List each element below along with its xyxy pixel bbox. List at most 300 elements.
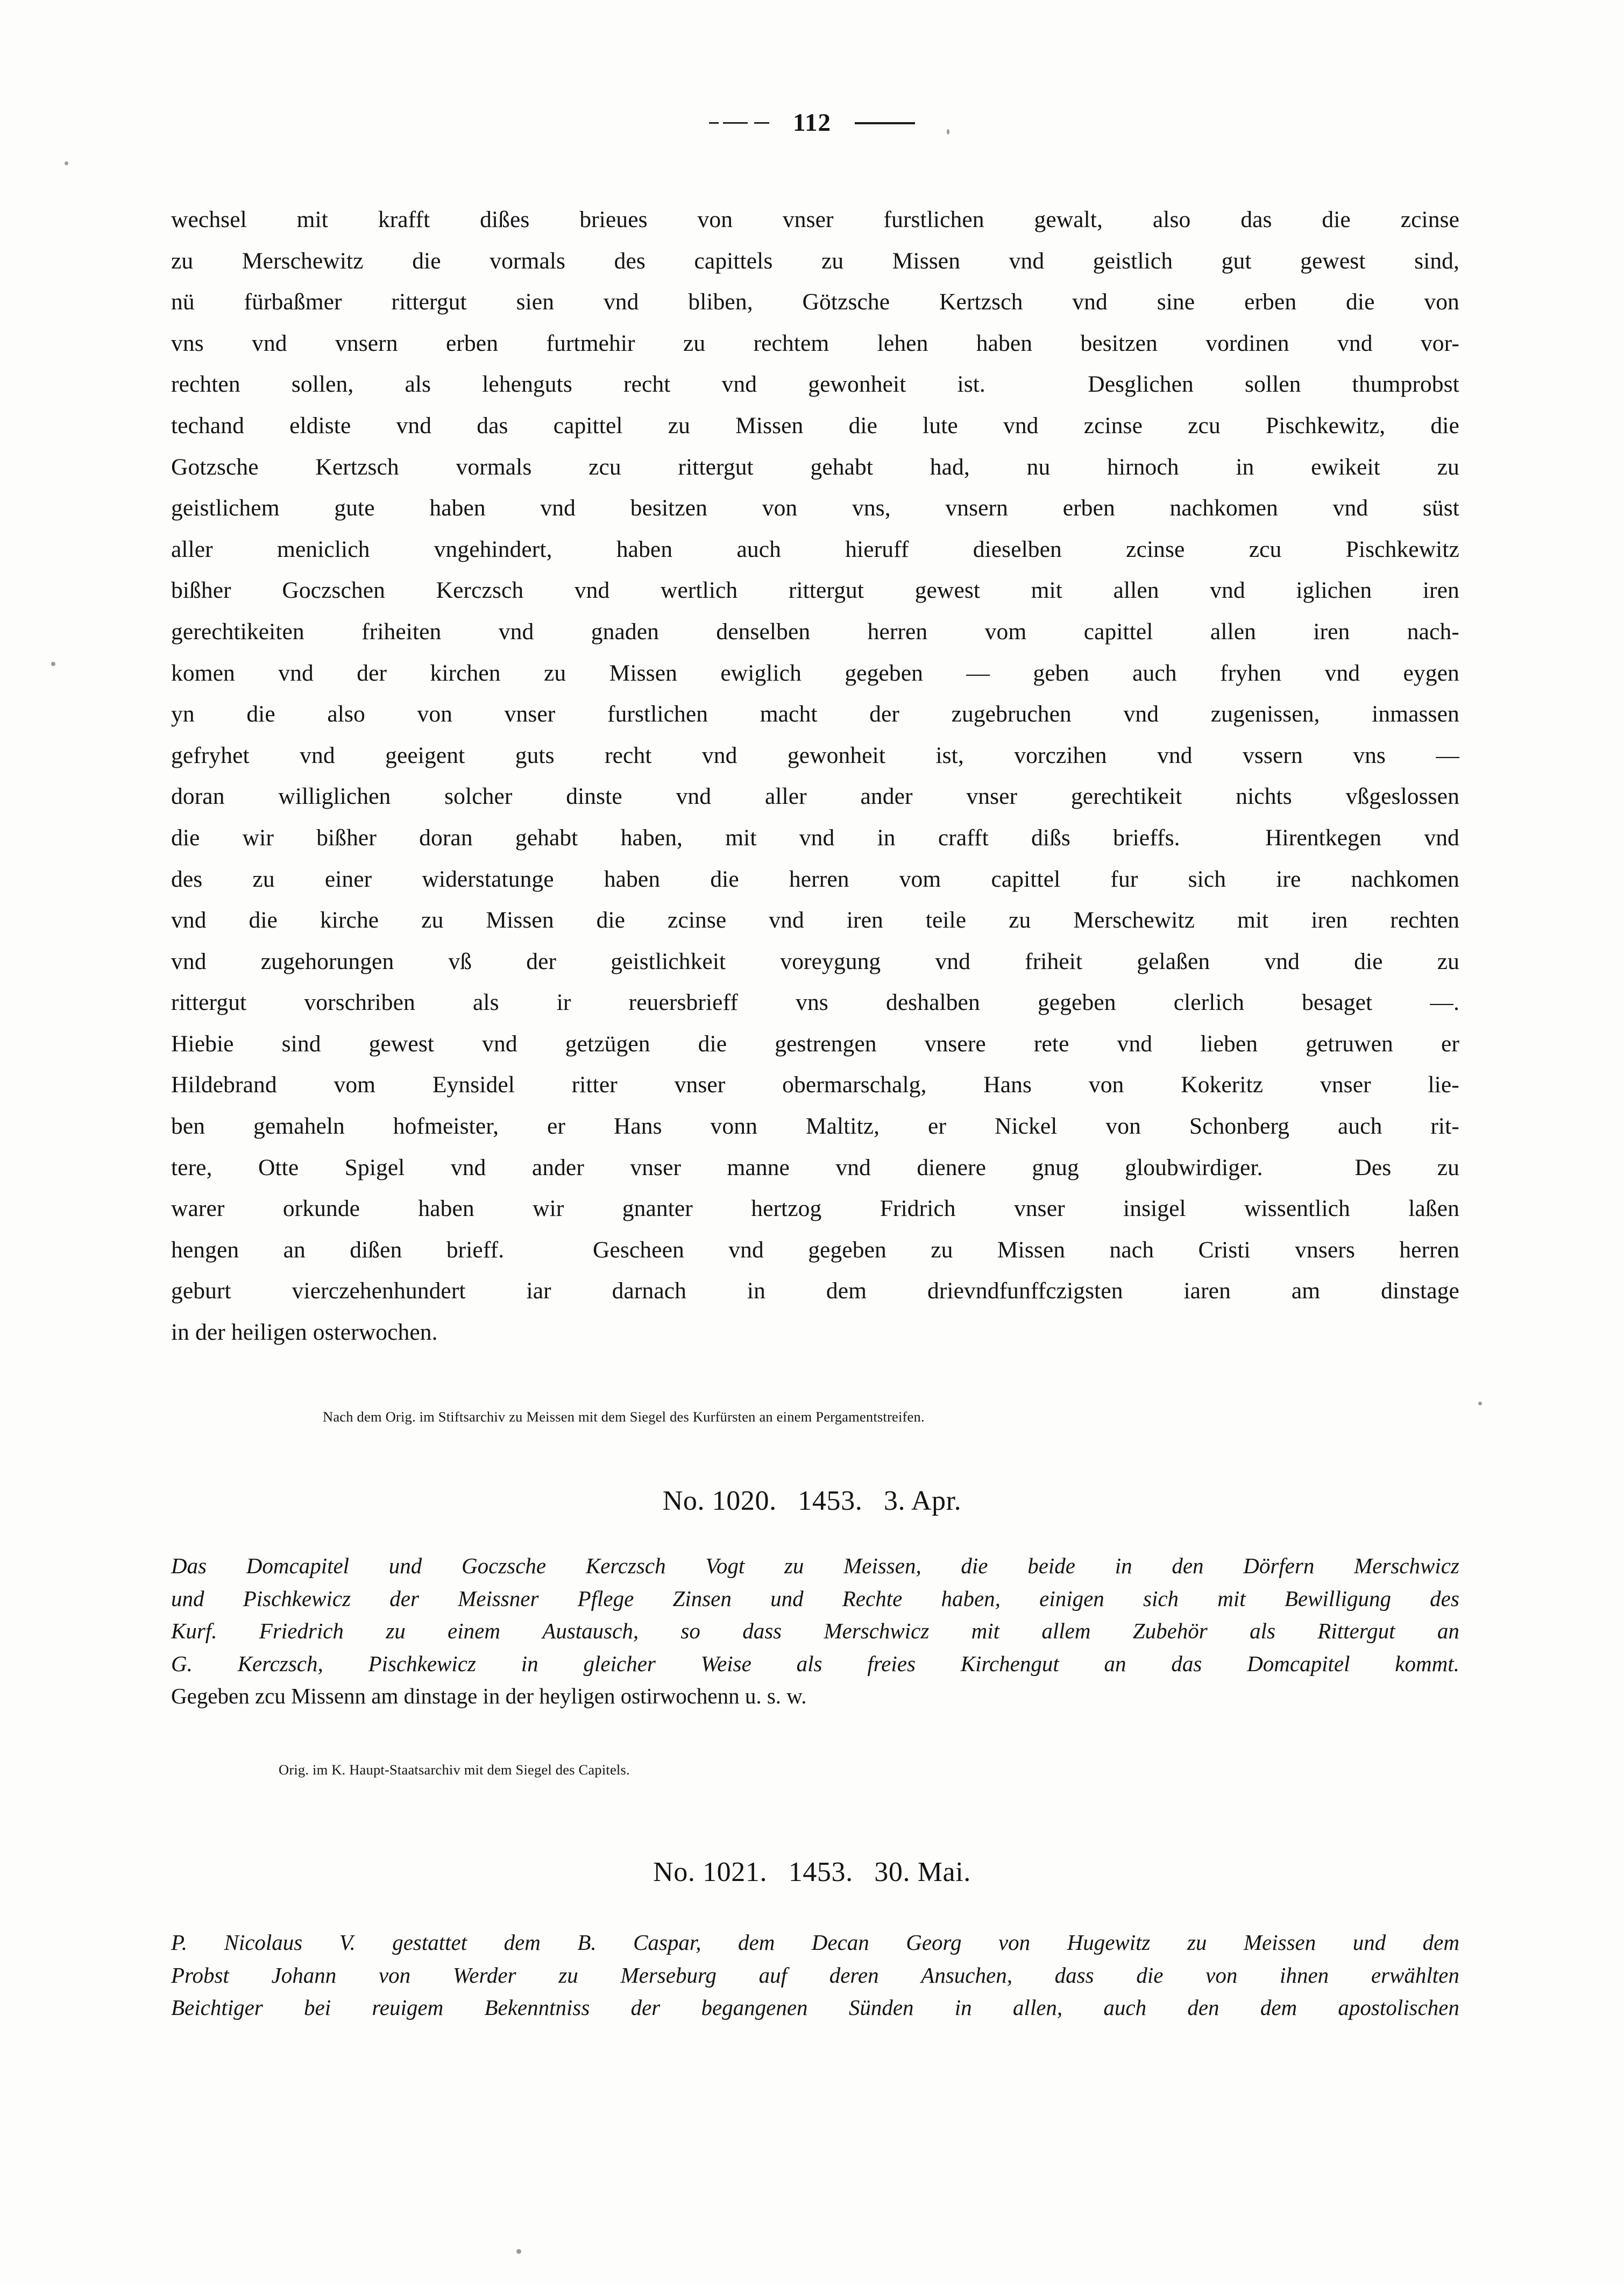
word: zcu <box>1249 536 1282 562</box>
word: einer <box>324 866 372 892</box>
word: zu <box>558 1962 578 1988</box>
word: —. <box>1430 989 1459 1016</box>
word: erben <box>1244 289 1297 315</box>
word: capittel <box>1083 618 1153 645</box>
word: dem <box>1422 1930 1459 1955</box>
page-number: 112 <box>793 109 831 137</box>
word: und <box>1352 1930 1386 1955</box>
word: die <box>1346 289 1375 315</box>
word: die <box>1430 412 1459 439</box>
word: das <box>1240 207 1272 232</box>
word: gegeben <box>808 1236 887 1263</box>
word: von <box>998 1930 1031 1955</box>
word: vnd <box>171 907 207 934</box>
word: dieselben <box>973 536 1062 562</box>
word: Merschewitz <box>242 248 364 274</box>
word: hirnoch <box>1107 454 1179 480</box>
word: vnd <box>278 660 314 686</box>
word: zugenissen, <box>1210 701 1320 727</box>
running-head <box>0 110 1624 136</box>
word: friheit <box>1025 948 1083 974</box>
word: — <box>1436 742 1459 768</box>
charter-text-block <box>171 199 1459 1353</box>
word: einem <box>448 1618 500 1643</box>
entry-year: 1453. <box>798 1486 863 1516</box>
word: Hirentkegen <box>1265 824 1382 851</box>
word: brieues <box>579 207 648 232</box>
word: des <box>171 866 203 892</box>
word: thumprobst <box>1352 371 1459 398</box>
word: wertlich <box>660 577 738 604</box>
word: wissentlich <box>1244 1196 1350 1222</box>
word: Fridrich <box>880 1196 956 1222</box>
source-note-previous-entry: Nach dem Orig. im Stiftsarchiv zu Meissen mit dem Siegel des Kurfürsten an einem Pergamentstreifen. <box>323 1409 925 1425</box>
word: warer <box>171 1196 225 1222</box>
word: vnser <box>782 207 834 232</box>
word: Pflege <box>577 1586 634 1611</box>
charter-line <box>171 776 1459 817</box>
word: nu <box>1026 454 1051 480</box>
word: vnd <box>835 1154 871 1180</box>
word: zu <box>1009 907 1031 934</box>
word: gemaheln <box>253 1113 345 1140</box>
word: in <box>521 1651 538 1676</box>
word: an <box>283 1236 306 1263</box>
regest-line <box>171 1582 1459 1615</box>
word: vnd <box>574 577 610 604</box>
word: vom <box>984 618 1027 645</box>
word: hertzog <box>751 1196 822 1222</box>
word: vnd <box>1009 248 1045 274</box>
word: komen <box>171 660 235 686</box>
word: vom <box>899 866 941 892</box>
word: vnser <box>966 783 1018 810</box>
word: guts <box>515 742 555 768</box>
source-note-1020: Orig. im K. Haupt-Staatsarchiv mit dem Siegel des Capitels. <box>279 1762 630 1778</box>
word: als <box>405 371 431 398</box>
word: nach <box>1109 1236 1154 1263</box>
word: haben, <box>620 824 683 851</box>
charter-line <box>171 487 1459 529</box>
word: so <box>680 1618 700 1643</box>
entry-number: No. 1020. <box>662 1486 777 1516</box>
word: an <box>1104 1651 1126 1676</box>
word: clerlich <box>1173 989 1244 1016</box>
word: vnsern <box>335 330 398 356</box>
word: Missen <box>997 1236 1066 1263</box>
word: Probst <box>171 1962 229 1988</box>
word: bißher <box>316 824 377 851</box>
word: dißes <box>480 207 530 232</box>
word: das <box>1171 1651 1202 1676</box>
charter-line <box>171 1270 1459 1312</box>
word: nichts <box>1236 783 1292 810</box>
word: zugehorungen <box>260 948 394 974</box>
word: ander <box>860 783 913 810</box>
word: vnd <box>701 742 737 768</box>
word: Rechte <box>842 1586 903 1611</box>
word: der <box>630 1995 661 2020</box>
regest-block-1021 <box>171 1926 1459 2024</box>
word: gute <box>334 495 375 521</box>
word: Spigel <box>344 1154 405 1180</box>
word: Sünden <box>848 1995 914 2020</box>
word: vnd <box>540 495 576 521</box>
word: Gescheen <box>592 1236 684 1263</box>
word: Schonberg <box>1189 1113 1290 1140</box>
word: zcinse <box>668 907 727 934</box>
word: gefryhet <box>171 742 250 768</box>
regest-line <box>171 1926 1459 1959</box>
scan-speck <box>1478 1402 1482 1405</box>
word: also <box>327 701 365 727</box>
word: vnser <box>674 1072 726 1098</box>
word: Kerczsch, <box>237 1651 323 1676</box>
word: apostolischen <box>1338 1995 1459 2020</box>
word: lieben <box>1200 1030 1258 1057</box>
word: von <box>697 207 733 232</box>
word: zu <box>252 866 275 892</box>
regest-line <box>171 1991 1459 2024</box>
word: Georg <box>906 1930 962 1955</box>
word: furstlichen <box>883 207 984 232</box>
word: zu <box>1187 1930 1207 1955</box>
word: haben <box>976 330 1033 356</box>
word: kommt. <box>1395 1651 1459 1676</box>
word: die <box>698 1030 727 1057</box>
word: brieffs. <box>1113 824 1180 851</box>
word: Austausch, <box>542 1618 639 1643</box>
word: aller <box>171 536 213 562</box>
word: gewest <box>368 1030 435 1057</box>
word: zcinse <box>1083 412 1143 439</box>
word: Nicolaus <box>224 1930 303 1955</box>
word: Merschewitz <box>1073 907 1195 934</box>
word: zu <box>1437 1154 1459 1180</box>
charter-line <box>171 653 1459 694</box>
word: zcu <box>1188 412 1221 439</box>
word: Rittergut <box>1317 1618 1395 1643</box>
word: gestattet <box>392 1930 467 1955</box>
word: fryhen <box>1220 660 1282 686</box>
word: gehabt <box>810 454 874 480</box>
word: tere, <box>171 1154 212 1180</box>
word: ander <box>531 1154 584 1180</box>
word: gewalt, <box>1034 207 1103 232</box>
word: techand <box>171 412 244 439</box>
word: Pischkewicz <box>243 1586 351 1611</box>
word: zu <box>668 412 690 439</box>
word: macht <box>760 701 818 727</box>
word: eldiste <box>289 412 351 439</box>
word: lie- <box>1428 1072 1459 1098</box>
word: wechsel <box>171 207 247 232</box>
word: vnd <box>1337 330 1373 356</box>
entry-year: 1453. <box>788 1857 853 1887</box>
scan-speck <box>65 161 68 165</box>
scan-speck <box>516 2249 521 2254</box>
word: doran <box>171 783 225 810</box>
word: als <box>472 989 499 1016</box>
word: drievndfunffczigsten <box>927 1278 1123 1304</box>
word: vnd <box>1264 948 1300 974</box>
word: recht <box>605 742 652 768</box>
word: die <box>710 866 739 892</box>
word: Werder <box>452 1962 516 1988</box>
regest-line <box>171 1550 1459 1582</box>
word: zu <box>784 1553 804 1578</box>
word: Götzsche <box>802 289 890 315</box>
word: Bewilligung <box>1284 1586 1391 1611</box>
word: vnd <box>1424 824 1459 851</box>
word: Maltitz, <box>805 1113 880 1140</box>
word: die <box>412 248 441 274</box>
word: das <box>477 412 508 439</box>
word: in <box>1236 454 1254 480</box>
word: von <box>1088 1072 1124 1098</box>
word: gut <box>1221 248 1252 274</box>
word: Das <box>171 1553 207 1578</box>
word: auch <box>1337 1113 1382 1140</box>
word: ihnen <box>1280 1962 1329 1988</box>
word: Missen <box>735 412 804 439</box>
word: den <box>1187 1995 1219 2020</box>
word: Zubehör <box>1132 1618 1208 1643</box>
word: Cristi <box>1198 1236 1251 1263</box>
word: Hans <box>983 1072 1032 1098</box>
word: ewiglich <box>720 660 802 686</box>
word: einigen <box>1039 1586 1104 1611</box>
word: darnach <box>612 1278 686 1304</box>
word: vnd <box>396 412 432 439</box>
word: Missen <box>892 248 961 274</box>
word: sind <box>281 1030 321 1057</box>
word: P. <box>171 1930 188 1955</box>
entry-heading-1021 <box>0 1856 1624 1888</box>
word: dinstage <box>1381 1278 1459 1304</box>
word: Domcapitel <box>1247 1651 1350 1676</box>
word: Desglichen <box>1088 371 1194 398</box>
charter-line <box>171 1188 1459 1229</box>
word: die <box>596 907 626 934</box>
word: die <box>848 412 878 439</box>
word: auf <box>758 1962 788 1988</box>
word: herren <box>867 618 928 645</box>
word: erben <box>1062 495 1115 521</box>
word: vnd <box>1072 289 1108 315</box>
word: gewest <box>914 577 981 604</box>
word: iren <box>1311 907 1348 934</box>
word: sind, <box>1414 248 1459 274</box>
word: vns <box>1353 742 1386 768</box>
word: capittel <box>991 866 1061 892</box>
word: vnd <box>1332 495 1368 521</box>
charter-line <box>171 323 1459 364</box>
word: vorczihen <box>1014 742 1107 768</box>
word: gleicher <box>583 1651 656 1676</box>
word: dem <box>1260 1995 1297 2020</box>
word: had, <box>930 454 970 480</box>
word: mit <box>1237 907 1269 934</box>
word: Kerczsch <box>585 1553 666 1578</box>
word: des <box>1430 1586 1459 1611</box>
word: in <box>877 824 896 851</box>
word: Dörfern <box>1243 1553 1315 1578</box>
word: vnsers <box>1295 1236 1355 1263</box>
word: sien <box>516 289 555 315</box>
word: sollen, <box>291 371 354 398</box>
entry-date: 30. Mai. <box>874 1857 971 1887</box>
word: denselben <box>716 618 811 645</box>
word: brieff. <box>446 1236 505 1263</box>
word: Johann <box>271 1962 337 1988</box>
word: Kerczsch <box>436 577 524 604</box>
word: Eynsidel <box>432 1072 515 1098</box>
word: vormals <box>490 248 566 274</box>
word: deren <box>829 1962 879 1988</box>
entry-number: No. 1021. <box>653 1857 768 1887</box>
word: besitzen <box>1080 330 1158 356</box>
word: ist, <box>935 742 964 768</box>
word: vns <box>796 989 828 1016</box>
word: Decan <box>811 1930 869 1955</box>
word: gewest <box>1300 248 1366 274</box>
charter-line <box>171 982 1459 1023</box>
word: gerechtikeit <box>1070 783 1182 810</box>
word: hofmeister, <box>393 1113 499 1140</box>
word: geburt <box>171 1278 231 1304</box>
word: vnser <box>1320 1072 1371 1098</box>
head-rule-right-icon <box>855 122 915 124</box>
word: fürbaßmer <box>244 289 342 315</box>
word: von <box>1105 1113 1141 1140</box>
word: recht <box>623 371 671 398</box>
word: zu <box>171 248 194 274</box>
word: zcinse <box>1126 536 1185 562</box>
charter-line <box>171 817 1459 859</box>
word: ir <box>556 989 571 1016</box>
charter-line <box>171 1023 1459 1065</box>
entry-heading-1020 <box>0 1485 1624 1517</box>
word: rete <box>1033 1030 1069 1057</box>
word: zu <box>931 1236 953 1263</box>
word: insigel <box>1123 1196 1186 1222</box>
word: bei <box>304 1995 331 2020</box>
word: auch <box>1132 660 1177 686</box>
word: der <box>389 1586 419 1611</box>
word: iren <box>1422 577 1459 604</box>
word: reuersbrieff <box>628 989 738 1016</box>
word: reuigem <box>372 1995 444 2020</box>
charter-line <box>171 364 1459 405</box>
word: dem <box>503 1930 541 1955</box>
word: haben <box>616 536 673 562</box>
charter-line <box>171 199 1459 241</box>
word: iren <box>1313 618 1350 645</box>
word: manne <box>727 1154 790 1180</box>
word: vnd <box>1117 1030 1153 1057</box>
word: Kokeritz <box>1181 1072 1264 1098</box>
word: vnd <box>603 289 639 315</box>
word: süst <box>1422 495 1459 521</box>
word: vngehindert, <box>434 536 552 562</box>
word: besitzen <box>630 495 708 521</box>
word: erben <box>445 330 499 356</box>
word: solcher <box>444 783 513 810</box>
word: rittergut <box>788 577 864 604</box>
word: Missen <box>609 660 677 686</box>
charter-line <box>171 447 1459 488</box>
word: rechten <box>171 371 240 398</box>
word: hieruff <box>845 536 909 562</box>
word: ewikeit <box>1311 454 1380 480</box>
word: von <box>1205 1962 1238 1988</box>
word: kirche <box>320 907 379 934</box>
word: Merschwicz <box>824 1618 930 1643</box>
word: Kertzsch <box>315 454 399 480</box>
word: dienere <box>917 1154 987 1180</box>
word: die <box>249 907 278 934</box>
word: dißs <box>1031 824 1070 851</box>
word: von <box>378 1962 411 1988</box>
word: dem <box>826 1278 867 1304</box>
word: furstlichen <box>607 701 708 727</box>
charter-line <box>171 529 1459 570</box>
word: doran <box>419 824 473 851</box>
head-rule-left-icon <box>709 122 769 124</box>
word: Gotzsche <box>171 454 259 480</box>
word: laßen <box>1408 1196 1459 1222</box>
word: ist. <box>957 371 985 398</box>
word: zu <box>544 660 566 686</box>
regest-closing-line: Gegeben zcu Missenn am dinstage in der heyligen ostirwochenn u. s. w. <box>171 1684 807 1708</box>
word: allen, <box>1012 1995 1063 2020</box>
word: vßgeslossen <box>1345 783 1459 810</box>
word: allen <box>1113 577 1159 604</box>
word: gewonheit <box>787 742 886 768</box>
word: capittels <box>694 248 773 274</box>
regest-line <box>171 1615 1459 1647</box>
word: sollen <box>1245 371 1301 398</box>
word: zu <box>1437 454 1459 480</box>
word: Hildebrand <box>171 1072 277 1098</box>
word: Ansuchen, <box>921 1962 1012 1988</box>
word: widerstatunge <box>422 866 554 892</box>
word: allen <box>1210 618 1256 645</box>
charter-line <box>171 694 1459 735</box>
charter-line <box>171 405 1459 447</box>
word: nü <box>171 289 195 315</box>
word: die <box>961 1553 988 1578</box>
word: vnd <box>728 1236 764 1263</box>
word: erwählten <box>1371 1962 1459 1988</box>
word: Nickel <box>994 1113 1058 1140</box>
word: vnd <box>676 783 712 810</box>
word: geeigent <box>385 742 465 768</box>
word: furtmehir <box>546 330 635 356</box>
word: als <box>1250 1618 1275 1643</box>
word: geistlich <box>1093 248 1173 274</box>
word: Goczschen <box>282 577 386 604</box>
word: zcu <box>588 454 621 480</box>
word: die <box>1322 207 1351 232</box>
regest-line <box>171 1959 1459 1992</box>
word: Bekenntniss <box>484 1995 590 2020</box>
word: gehabt <box>515 824 578 851</box>
word: lehenguts <box>482 371 572 398</box>
word: vnsern <box>945 495 1008 521</box>
word: vnd <box>1003 412 1039 439</box>
